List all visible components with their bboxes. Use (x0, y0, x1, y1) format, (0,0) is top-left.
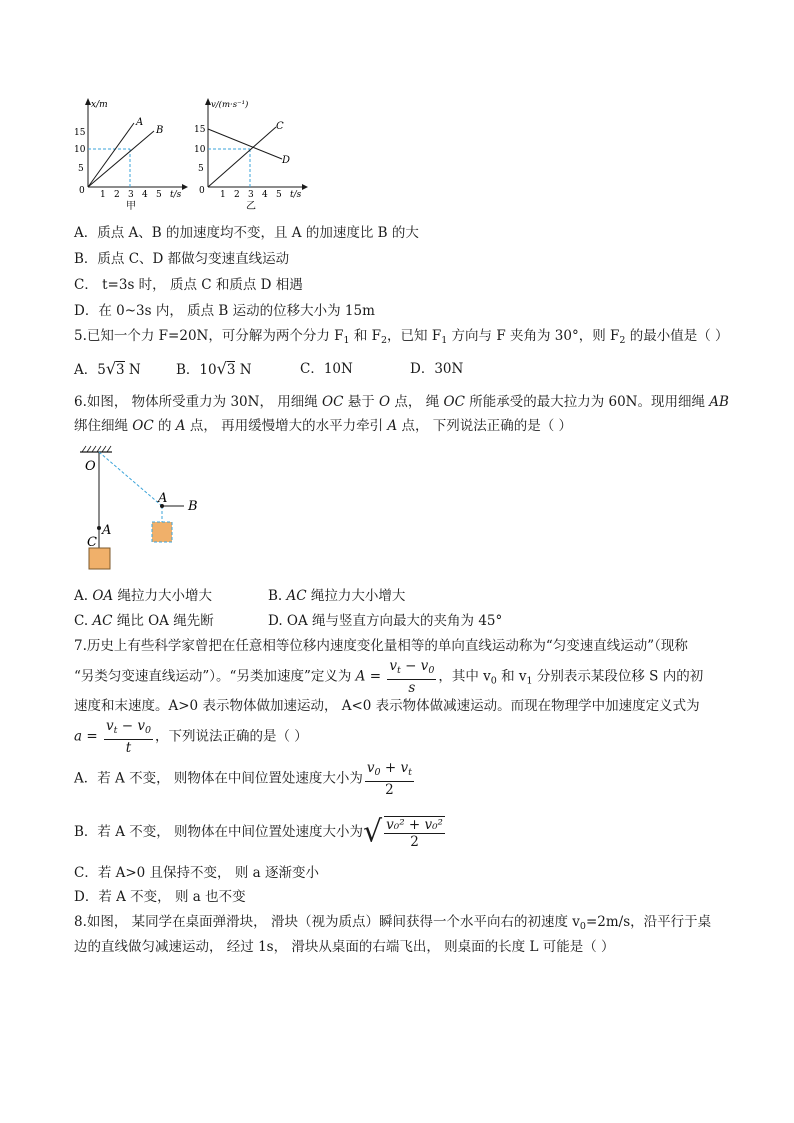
x-tick-3: 3 (248, 190, 254, 200)
q7-option-b: B．若 A 不变， 则物体在中间位置处速度大小为√ $\frac{\text{v₀² + v₀²}}{2}$ (74, 814, 443, 850)
x-tick-2: 2 (234, 190, 240, 200)
x-tick-4: 4 (142, 190, 148, 200)
q7-stem-line4: a = $\frac{v_t - v_0}{t}$ ，下列说法正确的是（ ） (74, 718, 308, 756)
y-tick-10: 10 (74, 145, 86, 155)
q6-stem-line1: 6.如图， 物体所受重力为 30N， 用细绳 OC 悬于 O 点， 绳 OC 所能承受的最大拉力为 60N。现用细绳 AB (74, 394, 729, 410)
x-tick-2: 2 (114, 190, 120, 200)
label-o: O (85, 459, 96, 474)
origin-label: 0 (199, 186, 205, 196)
q8-stem-line1: 8.如图， 某同学在桌面弹滑块， 滑块（视为质点）瞬间获得一个水平向右的初速度 $v_0=2m/s$，沿平行于桌 (74, 914, 712, 932)
q5-option-d: D．30N (410, 361, 464, 377)
q7-option-a: A．若 A 不变， 则物体在中间位置处速度大小为 $\frac{v_0 + v_t}{2}$ (74, 760, 412, 798)
y-tick-15: 15 (74, 128, 86, 138)
x-tick-5: 5 (156, 190, 162, 200)
y-tick-5: 5 (78, 164, 84, 174)
x-tick-1: 1 (100, 190, 106, 200)
origin-label: 0 (79, 186, 85, 196)
x-tick-1: 1 (220, 190, 226, 200)
line-c (208, 127, 276, 187)
x-axis-label: t/s (290, 190, 302, 200)
block-displaced (152, 522, 172, 542)
y-tick-10: 10 (194, 145, 206, 155)
q4-option-c: C． t=3s 时， 质点 C 和质点 D 相遇 (74, 277, 303, 293)
q7-stem-line1: 7.历史上有些科学家曾把在任意相等位移内速度变化量相等的单向直线运动称为“匀变速直线运动”（现称 (74, 638, 688, 654)
line-c-label: C (276, 121, 284, 132)
q4-option-b: B．质点 C、D 都做匀变速直线运动 (74, 251, 290, 267)
label-a-vertical: A (102, 523, 112, 538)
label-c: C (87, 535, 97, 550)
q5-option-b: B．10√3 N (176, 359, 252, 378)
q4-option-a: A．质点 A、B 的加速度均不变，且 A 的加速度比 B 的大 (74, 225, 419, 241)
graph-jia (70, 95, 190, 215)
x-tick-5: 5 (276, 190, 282, 200)
label-a-displaced: A (158, 491, 168, 506)
line-a-label: A (136, 117, 144, 128)
q6-option-d: D. OA 绳与竖直方向最大的夹角为 45° (268, 613, 503, 629)
line-d-label: D (282, 155, 291, 166)
y-tick-5: 5 (198, 164, 204, 174)
q7-option-c: C．若 A>0 且保持不变， 则 a 逐渐变小 (74, 865, 319, 881)
y-axis-label: v/(m·s⁻¹) (211, 100, 249, 110)
q7-stem-line3: 速度和末速度。A>0 表示物体做加速运动， A<0 表示物体做减速运动。而现在物理学中加速度定义式为 (74, 698, 700, 714)
q8-stem-line2: 边的直线做匀减速运动， 经过 1s， 滑块从桌面的右端飞出， 则桌面的长度 L 可能是（ ） (74, 939, 615, 955)
q7-option-d: D．若 A 不变， 则 a 也不变 (74, 889, 246, 905)
line-b-label: B (156, 125, 164, 136)
q6-option-c: C. AC 绳比 OA 绳先断 (74, 613, 214, 629)
q6-option-b: B. AC 绳拉力大小增大 (268, 588, 406, 604)
q4-option-d: D．在 0~3s 内， 质点 B 运动的位移大小为 15m (74, 303, 375, 319)
q5-option-a: A．5√3 N (74, 359, 141, 378)
x-tick-3: 3 (128, 190, 134, 200)
line-a (88, 123, 134, 187)
q6-option-a: A. OA 绳拉力大小增大 (74, 588, 212, 604)
graph-caption: 甲 (126, 201, 136, 212)
line-b (88, 131, 154, 187)
y-axis-label: x/m (91, 100, 108, 110)
q6-stem-line2: 绑住细绳 OC 的 A 点， 再用缓慢增大的水平力牵引 A 点， 下列说法正确的是（ ） (74, 418, 573, 434)
q5-stem: 5.已知一个力 F=20N，可分解为两个分力 $F_1$ 和 $F_2$，已知 $F_1$ 方向与 F 夹角为 30°，则 $F_2$ 的最小值是（ ） (74, 328, 729, 346)
q5-option-c: C．10N (300, 361, 353, 377)
q6-figure (74, 444, 224, 574)
label-b: B (188, 499, 198, 514)
q7-stem-line2: “另类匀变速直线运动”）。“另类加速度”定义为 A = $\frac{v_t - v_0}{s}$ ，其中 $v_0$ 和 $v_1$ 分别表示某段位移 S 内的初 (74, 658, 704, 696)
graph-caption: 乙 (246, 201, 256, 212)
block-initial (89, 548, 110, 569)
graph-yi (190, 95, 315, 215)
y-tick-15: 15 (194, 125, 206, 135)
x-tick-4: 4 (262, 190, 268, 200)
x-axis-label: t/s (170, 190, 182, 200)
